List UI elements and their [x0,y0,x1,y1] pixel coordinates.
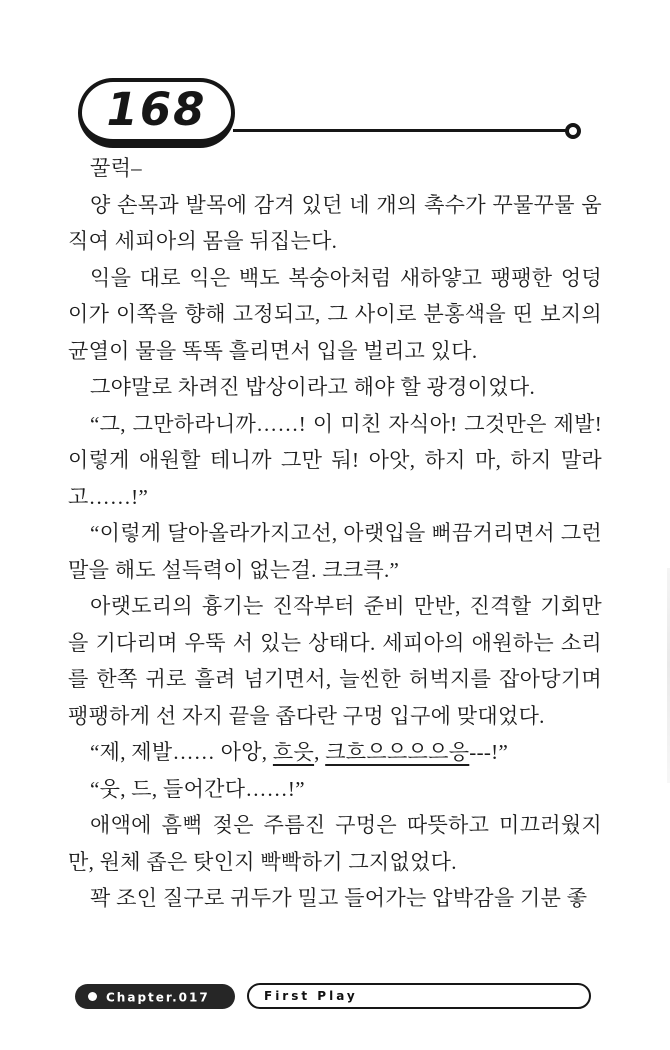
paragraph: 익을 대로 익은 백도 복숭아처럼 새하얗고 팽팽한 엉덩이가 이쪽을 향해 고정되고, 그 사이로 분홍색을 띤 보지의 균열이 물을 똑똑 흘리면서 입을 벌리고 있다. [68,265,602,363]
paragraph: 꿀럭– [90,156,142,180]
paragraph: “그, 그만하라니까……! 이 미친 자식아! 그것만은 제발! 이렇게 애원할 테니까 그만 둬! 아앗, 하지 마, 하지 말라고……!” [68,411,602,509]
section-title-badge [247,983,591,1009]
paragraph: 그야말로 차려진 밥상이라고 해야 할 광경이었다. [90,375,536,399]
paragraph: 양 손목과 발목에 감겨 있던 네 개의 촉수가 꾸물꾸물 움직여 세피아의 몸을 뒤집는다. [68,192,602,253]
paragraph: 아랫도리의 흉기는 진작부터 준비 만반, 진격할 기회만을 기다리며 우뚝 서 있는 상태다. 세피아의 애원하는 소리를 한쪽 귀로 흘려 넘기면서, 늘씬한 허벅지를 잡아당기며 팽팽하게 선 자지 끝을 좁다란 구멍 입구에 맞대었다. [68,594,602,728]
ring-icon [565,123,581,139]
paragraph: “웃, 드, 들어간다……!” [90,776,305,801]
page-number-badge [78,78,235,148]
section-title-label: First Play [264,989,358,1003]
paragraph: 애액에 흠뻑 젖은 주름진 구멍은 따뜻하고 미끄러웠지만, 원체 좁은 탓인지 빡빡하기 그지없었다. [68,813,602,874]
bullet-icon [88,992,97,1001]
body-text [68,150,602,917]
paragraph: 꽉 조인 질구로 귀두가 밀고 들어가는 압박감을 기분 좋 [90,886,588,910]
header-rule [233,129,567,132]
chapter-label: Chapter.017 [106,990,210,1004]
paragraph: “이렇게 달아올라가지고선, 아랫입을 뻐끔거리면서 그런 말을 해도 설득력이 없는걸. 크크큭.” [68,521,602,582]
chapter-badge [75,984,235,1009]
paragraph: “제, 제발…… 아앙, 흐읏, 크흐으으으으응---!” [90,740,509,764]
page-number: 168 [106,83,207,136]
